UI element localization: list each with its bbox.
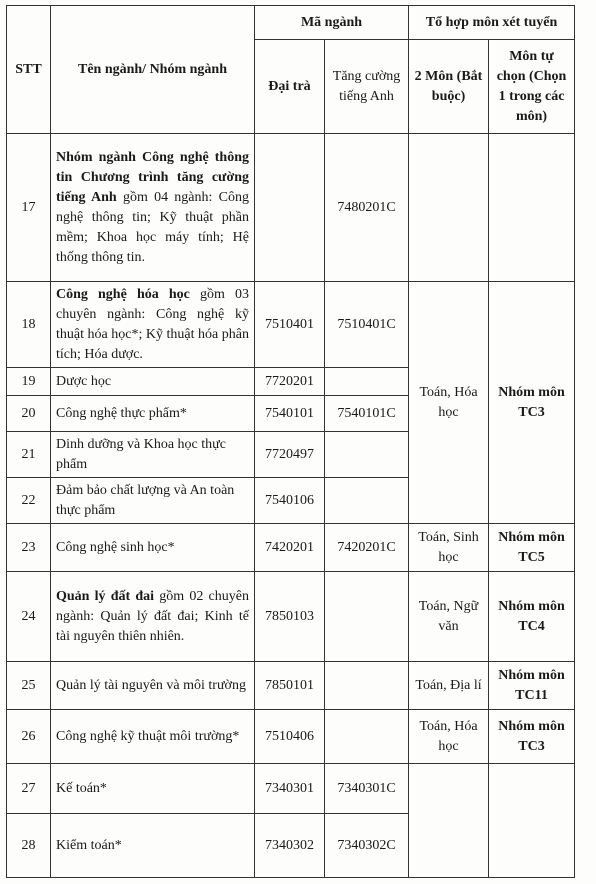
row-tang-cuong: 7480201C (325, 134, 409, 282)
row-tang-cuong (325, 368, 409, 396)
row-stt: 21 (7, 432, 51, 478)
table-row (7, 662, 575, 710)
combo-mon: Toán, Địa lí (409, 662, 489, 710)
table-row (7, 282, 575, 368)
row-dai-tra: 7540106 (255, 478, 325, 524)
row-dai-tra: 7510401 (255, 282, 325, 368)
row-name: Đảm bảo chất lượng và An toàn thực phẩm (51, 478, 255, 524)
row-empty (409, 764, 489, 878)
header-dai-tra: Đại trà (255, 40, 325, 134)
row-tang-cuong: 7340301C (325, 764, 409, 814)
row-name: Công nghệ thực phẩm* (51, 396, 255, 432)
header-tang-cuong: Tăng cường tiếng Anh (325, 40, 409, 134)
row-name-bold: Công nghệ hóa học (56, 286, 190, 302)
header-hai-mon: 2 Môn (Bắt buộc) (409, 40, 489, 134)
row-name-bold: Quản lý đất đai (56, 588, 155, 604)
combo-tc: Nhóm môn TC3 (489, 282, 575, 524)
row-name-rest: gồm 02 chuyên ngành: Quản lý đất đai; Kinh tế tài nguyên thiên nhiên. (56, 588, 249, 644)
row-name-rest: gồm 03 chuyên ngành: Công nghệ kỹ thuật hóa học*; Kỹ thuật hóa phân tích; Hóa dược. (56, 286, 250, 362)
header-to-hop: Tổ hợp môn xét tuyển (409, 6, 575, 40)
row-dai-tra: 7720201 (255, 368, 325, 396)
combo-mon: Toán, Hóa học (409, 282, 489, 524)
combo-mon: Toán, Hóa học (409, 710, 489, 764)
row-dai-tra: 7510406 (255, 710, 325, 764)
row-dai-tra (255, 134, 325, 282)
table-row (7, 710, 575, 764)
row-tang-cuong: 7540101C (325, 396, 409, 432)
row-stt: 24 (7, 572, 51, 662)
row-stt: 22 (7, 478, 51, 524)
combo-mon: Toán, Sinh học (409, 524, 489, 572)
row-dai-tra: 7340302 (255, 814, 325, 878)
row-tang-cuong (325, 662, 409, 710)
row-name: Quản lý tài nguyên và môi trường (51, 662, 255, 710)
row-name (51, 282, 255, 368)
row-stt: 17 (7, 134, 51, 282)
header-name: Tên ngành/ Nhóm ngành (51, 6, 255, 134)
row-tang-cuong (325, 572, 409, 662)
header-ma-nganh: Mã ngành (255, 6, 409, 40)
combo-tc: Nhóm môn TC5 (489, 524, 575, 572)
table-row (7, 572, 575, 662)
row-stt: 23 (7, 524, 51, 572)
table-row (7, 764, 575, 814)
row-stt: 25 (7, 662, 51, 710)
row-name: Dinh dưỡng và Khoa học thực phẩm (51, 432, 255, 478)
combo-mon: Toán, Ngữ văn (409, 572, 489, 662)
combo-tc: Nhóm môn TC4 (489, 572, 575, 662)
header-mon-tu-chon: Môn tự chọn (Chọn 1 trong các môn) (489, 40, 575, 134)
row-stt: 28 (7, 814, 51, 878)
row-tang-cuong: 7340302C (325, 814, 409, 878)
row-empty (409, 134, 489, 282)
row-dai-tra: 7720497 (255, 432, 325, 478)
row-empty (489, 764, 575, 878)
row-stt: 20 (7, 396, 51, 432)
row-stt: 19 (7, 368, 51, 396)
table-row (7, 524, 575, 572)
row-tang-cuong: 7510401C (325, 282, 409, 368)
row-dai-tra: 7340301 (255, 764, 325, 814)
row-dai-tra: 7540101 (255, 396, 325, 432)
row-name: Kiểm toán* (51, 814, 255, 878)
combo-tc: Nhóm môn TC3 (489, 710, 575, 764)
admission-table (6, 5, 575, 878)
row-name: Công nghệ sinh học* (51, 524, 255, 572)
row-dai-tra: 7850101 (255, 662, 325, 710)
row-tang-cuong (325, 432, 409, 478)
row-name-rest: gồm 04 ngành: Công nghệ thông tin; Kỹ thuật phần mềm; Khoa học máy tính; Hệ thống thông tin. (56, 189, 249, 265)
row-empty (489, 134, 575, 282)
row-name-bold: Nhóm ngành Công nghệ thông tin Chương trình tăng cường tiếng Anh (56, 149, 249, 205)
row-name: Dược học (51, 368, 255, 396)
row-dai-tra: 7850103 (255, 572, 325, 662)
row-name: Công nghệ kỹ thuật môi trường* (51, 710, 255, 764)
combo-tc: Nhóm môn TC11 (489, 662, 575, 710)
row-dai-tra: 7420201 (255, 524, 325, 572)
row-stt: 27 (7, 764, 51, 814)
row-tang-cuong: 7420201C (325, 524, 409, 572)
row-name (51, 572, 255, 662)
header-stt: STT (7, 6, 51, 134)
row-tang-cuong (325, 710, 409, 764)
row-name (51, 134, 255, 282)
row-stt: 18 (7, 282, 51, 368)
row-stt: 26 (7, 710, 51, 764)
row-tang-cuong (325, 478, 409, 524)
table-row (7, 134, 575, 282)
row-name: Kế toán* (51, 764, 255, 814)
